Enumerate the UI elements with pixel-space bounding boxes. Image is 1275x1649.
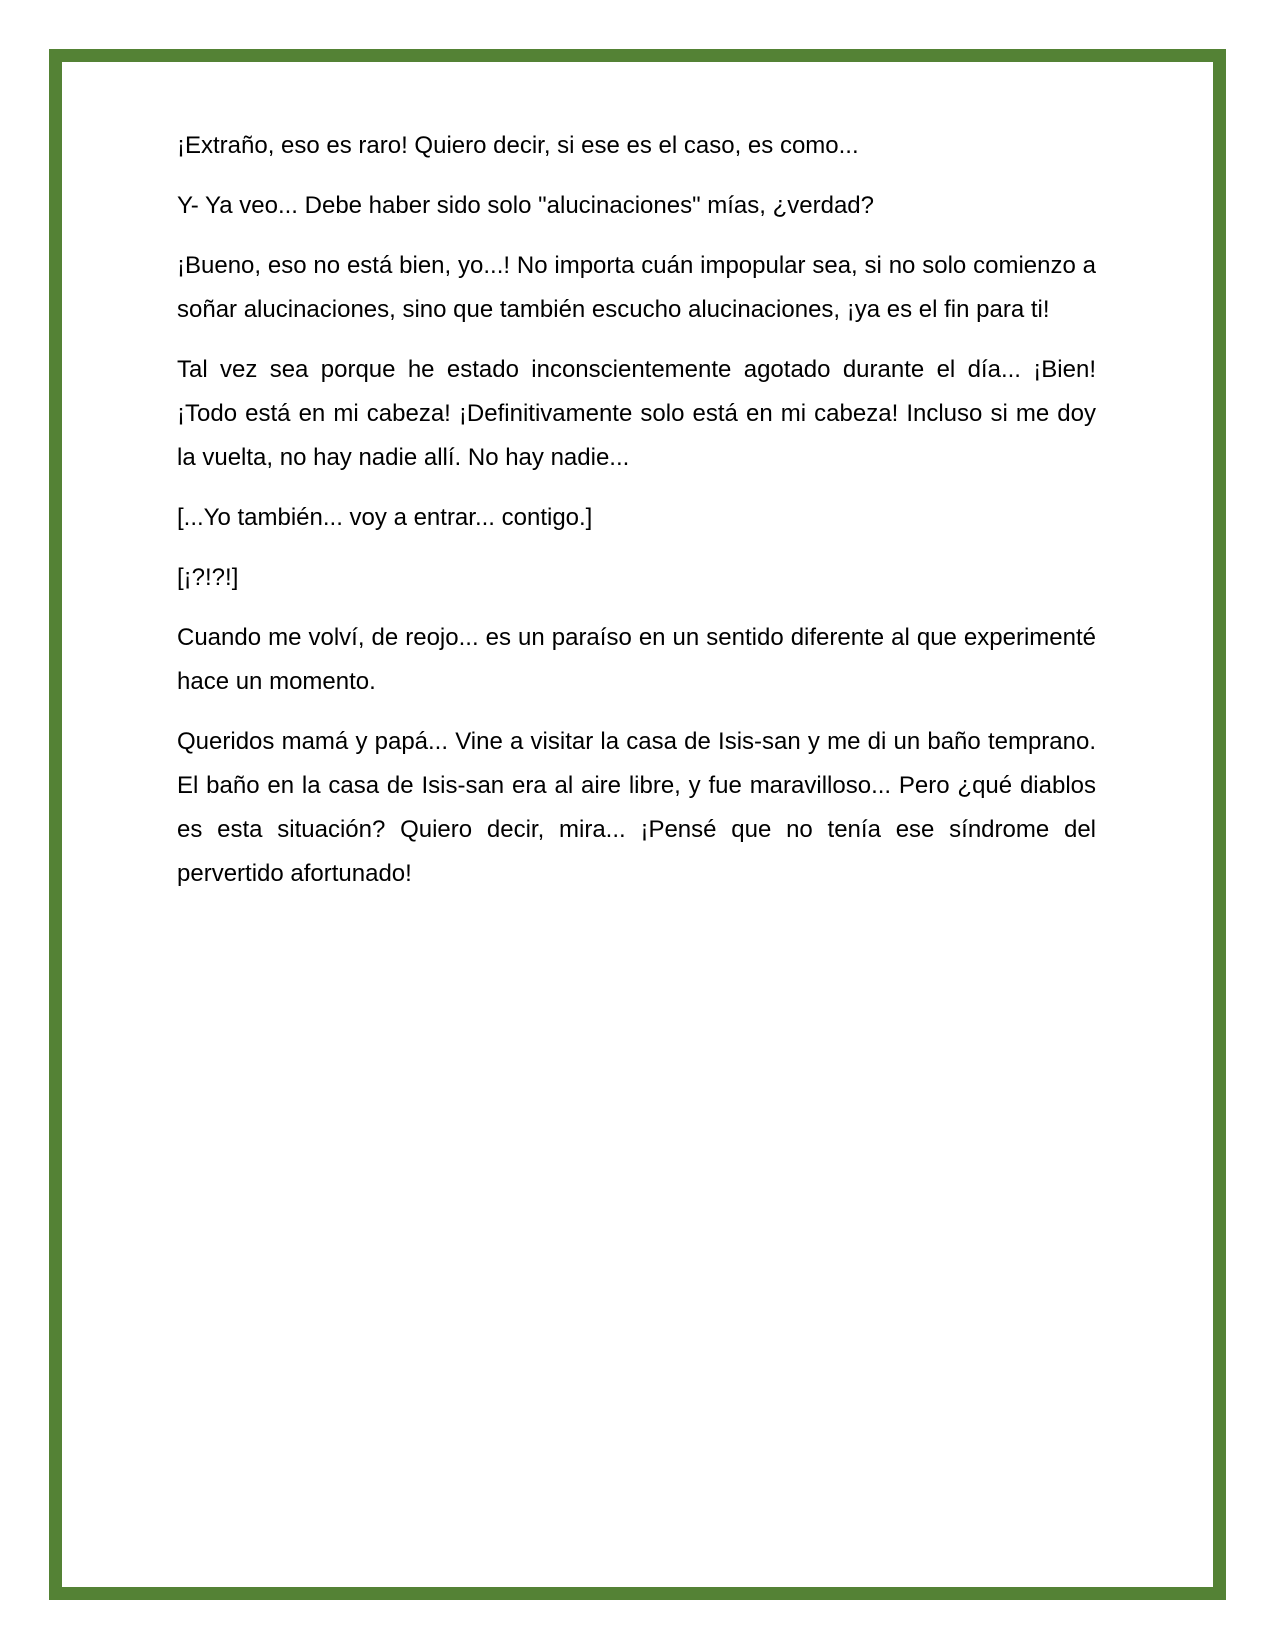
paragraph-1: ¡Extraño, eso es raro! Quiero decir, si ese es el caso, es como...: [177, 132, 859, 159]
paragraph-3: ¡Bueno, eso no está bien, yo...! No importa cuán impopular sea, si no solo comienzo a soñar alucinaciones, sino que también escucho alucinaciones, ¡ya es el fin para ti!: [177, 252, 1096, 323]
document-body: [177, 124, 1096, 912]
paragraph-6: [¡?!?!]: [177, 564, 239, 591]
paragraph-5: [...Yo también... voy a entrar... contigo.]: [177, 504, 593, 531]
paragraph-8: Queridos mamá y papá... Vine a visitar la casa de Isis-san y me di un baño temprano. El baño en la casa de Isis-san era al aire libre, y fue maravilloso... Pero ¿qué diablos es esta situación? Quiero decir, mira... ¡Pensé que no tenía ese síndrome del pervertido afortunado!: [177, 728, 1096, 887]
paragraph-4: Tal vez sea porque he estado inconscientemente agotado durante el día... ¡Bien! ¡Todo está en mi cabeza! ¡Definitivamente solo está en mi cabeza! Incluso si me doy la vuelta, no hay nadie allí. No hay nadie...: [177, 356, 1096, 471]
paragraph-2: Y- Ya veo... Debe haber sido solo "alucinaciones" mías, ¿verdad?: [177, 192, 874, 219]
paragraph-7: Cuando me volví, de reojo... es un paraíso en un sentido diferente al que experimenté hace un momento.: [177, 624, 1096, 695]
